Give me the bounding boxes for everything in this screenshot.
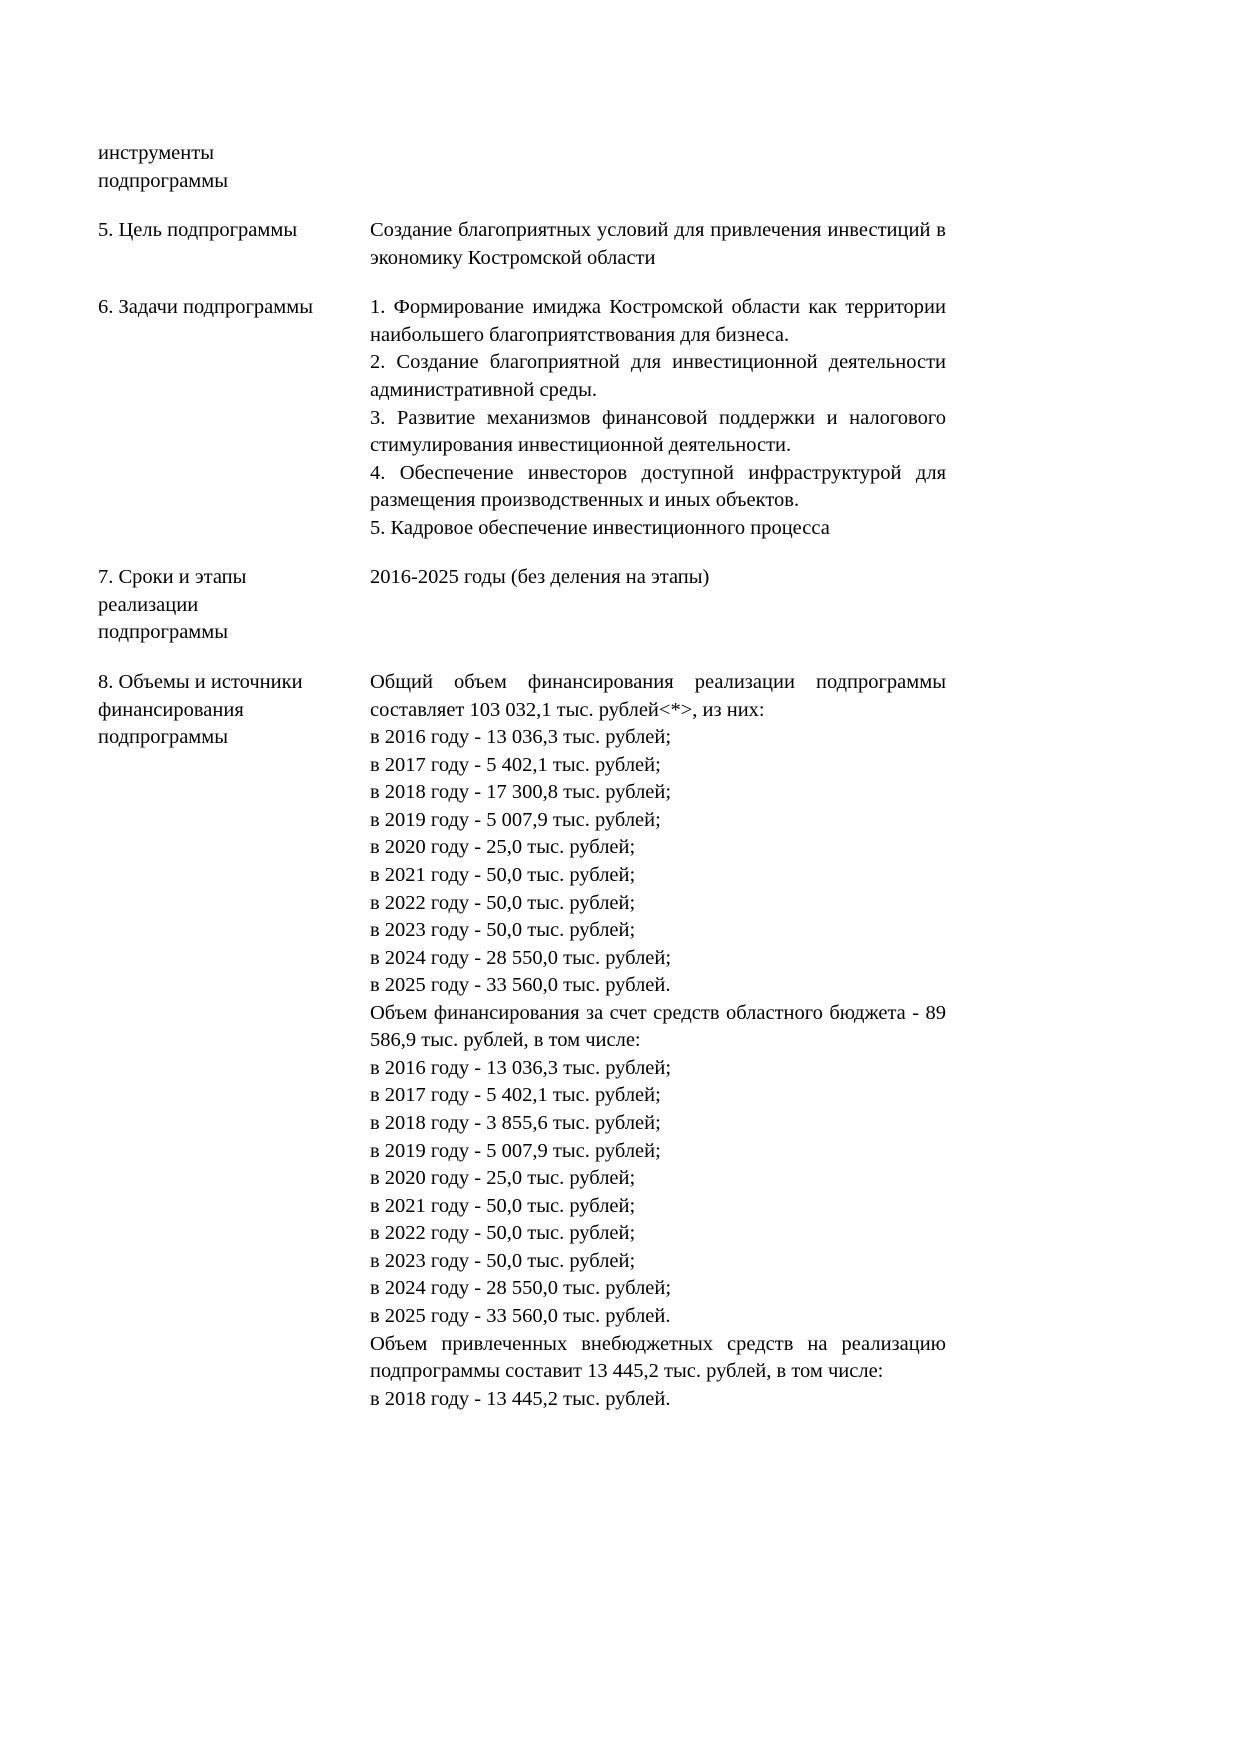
task-item-3: 3. Развитие механизмов финансовой поддержки и налогового стимулирования инвестиционной деятельности. xyxy=(370,406,946,457)
timeline-label xyxy=(98,564,370,669)
financing-regional-year-2023: в 2023 году - 50,0 тыс. рублей; xyxy=(370,1249,636,1272)
task-item-5: 5. Кадровое обеспечение инвестиционного процесса xyxy=(370,516,830,539)
tasks-value xyxy=(370,294,946,564)
financing-regional-year-2020: в 2020 году - 25,0 тыс. рублей; xyxy=(370,1167,636,1190)
financing-total-year-2019: в 2019 году - 5 007,9 тыс. рублей; xyxy=(370,808,661,831)
task-item-4: 4. Обеспечение инвесторов доступной инфраструктурой для размещения производственных и иных объектов. xyxy=(370,461,946,512)
financing-label-line-2: финансирования xyxy=(98,698,244,721)
financing-total-year-2021: в 2021 году - 50,0 тыс. рублей; xyxy=(370,863,636,886)
financing-regional-year-2017: в 2017 году - 5 402,1 тыс. рублей; xyxy=(370,1084,661,1107)
financing-total-year-2025: в 2025 году - 33 560,0 тыс. рублей. xyxy=(370,974,671,997)
financing-extrabudget-year-2018: в 2018 году - 13 445,2 тыс. рублей. xyxy=(370,1387,671,1410)
financing-regional-year-2022: в 2022 году - 50,0 тыс. рублей; xyxy=(370,1222,636,1245)
financing-label-line-3: подпрограммы xyxy=(98,726,229,749)
continued-label-line-2: подпрограммы xyxy=(98,169,229,192)
timeline-label-line-3: подпрограммы xyxy=(98,621,229,644)
financing-total-year-2023: в 2023 году - 50,0 тыс. рублей; xyxy=(370,919,636,942)
financing-regional-year-2018: в 2018 году - 3 855,6 тыс. рублей; xyxy=(370,1112,661,1134)
task-item-1: 1. Формирование имиджа Костромской области как территории наибольшего благоприятствования для бизнеса. xyxy=(370,296,946,346)
financing-label xyxy=(98,669,370,1413)
financing-regional-intro: Объем финансирования за счет средств областного бюджета - 89 586,9 тыс. рублей, в том числе: xyxy=(370,1001,946,1052)
goal-label: 5. Цель подпрограммы xyxy=(98,219,298,242)
continued-label-cell xyxy=(98,140,370,217)
financing-regional-year-2024: в 2024 году - 28 550,0 тыс. рублей; xyxy=(370,1277,672,1300)
financing-total-year-2016: в 2016 году - 13 036,3 тыс. рублей; xyxy=(370,726,672,749)
financing-total-intro: Общий объем финансирования реализации подпрограммы составляет 103 032,1 тыс. рублей<*>, из них: xyxy=(370,671,946,721)
financing-total-year-2022: в 2022 году - 50,0 тыс. рублей; xyxy=(370,891,636,914)
table-row-financing xyxy=(98,669,946,1413)
financing-regional-year-2021: в 2021 году - 50,0 тыс. рублей; xyxy=(370,1194,636,1217)
goal-value: Создание благоприятных условий для привлечения инвестиций в экономику Костромской области xyxy=(370,219,946,269)
table-row-continued-label xyxy=(98,140,946,217)
financing-value xyxy=(370,669,946,1413)
timeline-label-line-1: 7. Сроки и этапы xyxy=(98,566,247,589)
continued-value-cell xyxy=(370,140,946,217)
tasks-label: 6. Задачи подпрограммы xyxy=(98,296,313,319)
table-row-timeline xyxy=(98,564,946,669)
financing-total-year-2018: в 2018 году - 17 300,8 тыс. рублей; xyxy=(370,781,672,804)
financing-regional-year-2019: в 2019 году - 5 007,9 тыс. рублей; xyxy=(370,1139,661,1162)
financing-extrabudget-intro: Объем привлеченных внебюджетных средств на реализацию подпрограммы составит 13 445,2 тыс. рублей, в том числе: xyxy=(370,1332,946,1383)
financing-label-line-1: 8. Объемы и источники xyxy=(98,671,303,693)
financing-total-year-2020: в 2020 году - 25,0 тыс. рублей; xyxy=(370,836,636,859)
financing-total-year-2024: в 2024 году - 28 550,0 тыс. рублей; xyxy=(370,946,672,969)
continued-label-line-1: инструменты xyxy=(98,142,214,164)
timeline-label-line-2: реализации xyxy=(98,593,199,616)
task-item-2: 2. Создание благоприятной для инвестиционной деятельности административной среды. xyxy=(370,351,946,401)
financing-regional-year-2016: в 2016 году - 13 036,3 тыс. рублей; xyxy=(370,1056,672,1079)
financing-regional-year-2025: в 2025 году - 33 560,0 тыс. рублей. xyxy=(370,1304,671,1327)
timeline-value: 2016-2025 годы (без деления на этапы) xyxy=(370,566,710,589)
table-row-tasks xyxy=(98,294,946,564)
table-row-goal xyxy=(98,217,946,294)
financing-total-year-2017: в 2017 году - 5 402,1 тыс. рублей; xyxy=(370,753,661,776)
subprogram-passport-table xyxy=(98,140,946,1413)
